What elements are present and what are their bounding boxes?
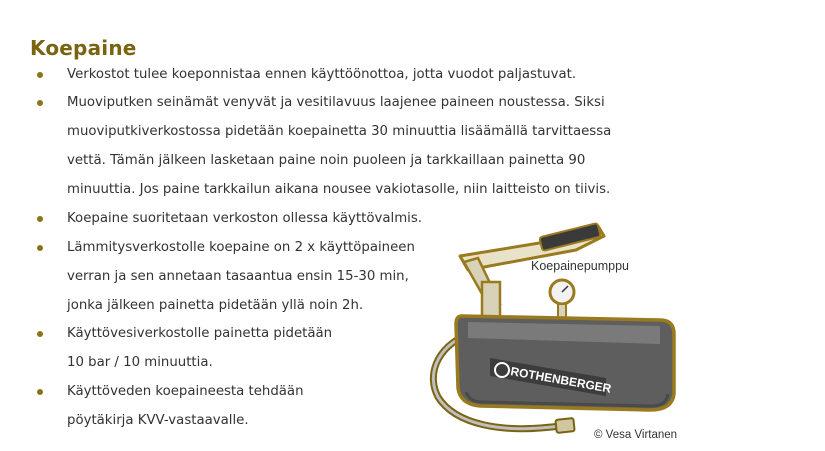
bullet-dot [37, 331, 43, 337]
bullet-line: Käyttövesiverkostolle painetta pidetään [67, 326, 333, 341]
bullet-line: muoviputkiverkostossa pidetään koepainetta 30 minuuttia lisäämällä tarvittaessa [67, 124, 612, 139]
bullet-dot [37, 100, 43, 106]
bullet-dot [37, 245, 43, 251]
bullet-line: vettä. Tämän jälkeen lasketaan paine noin puoleen ja tarkkaillaan painetta 90 [67, 153, 586, 168]
bullet-line: jonka jälkeen painetta pidetään yllä noin 2h. [67, 298, 364, 313]
bullet-line: Koepaine suoritetaan verkoston ollessa käyttövalmis. [67, 211, 423, 226]
bullet-dot [37, 389, 43, 395]
brand-label: ROTHENBERGER [509, 364, 613, 396]
bullet-line: minuuttia. Jos paine tarkkailun aikana nousee vakiotasolle, niin laitteisto on tiivis. [67, 182, 611, 197]
bullet-line: verran ja sen annetaan tasaantua ensin 15-30 min, [67, 269, 409, 284]
pressure-test-pump-image [420, 212, 700, 444]
bullet-line: Lämmitysverkostolle koepaine on 2 x käyttöpaineen [67, 240, 415, 255]
image-credit: © Vesa Virtanen [594, 429, 678, 441]
bullet-line: 10 bar / 10 minuuttia. [67, 355, 213, 370]
hose-connector [555, 418, 574, 433]
bullet-line: pöytäkirja KVV-vastaavalle. [67, 413, 249, 428]
bullet-line: Käyttöveden koepaineesta tehdään [67, 384, 304, 399]
bullet-line: Verkostot tulee koeponnistaa ennen käyttöönottoa, jotta vuodot paljastuvat. [67, 67, 577, 82]
bullet-dot [37, 72, 43, 78]
bullet-line: Muoviputken seinämät venyvät ja vesitilavuus laajenee paineen noustessa. Siksi [67, 95, 605, 110]
image-caption: Koepainepumppu [531, 259, 629, 273]
bullet-dot [37, 216, 43, 222]
slide-title: Koepaine [30, 36, 137, 60]
